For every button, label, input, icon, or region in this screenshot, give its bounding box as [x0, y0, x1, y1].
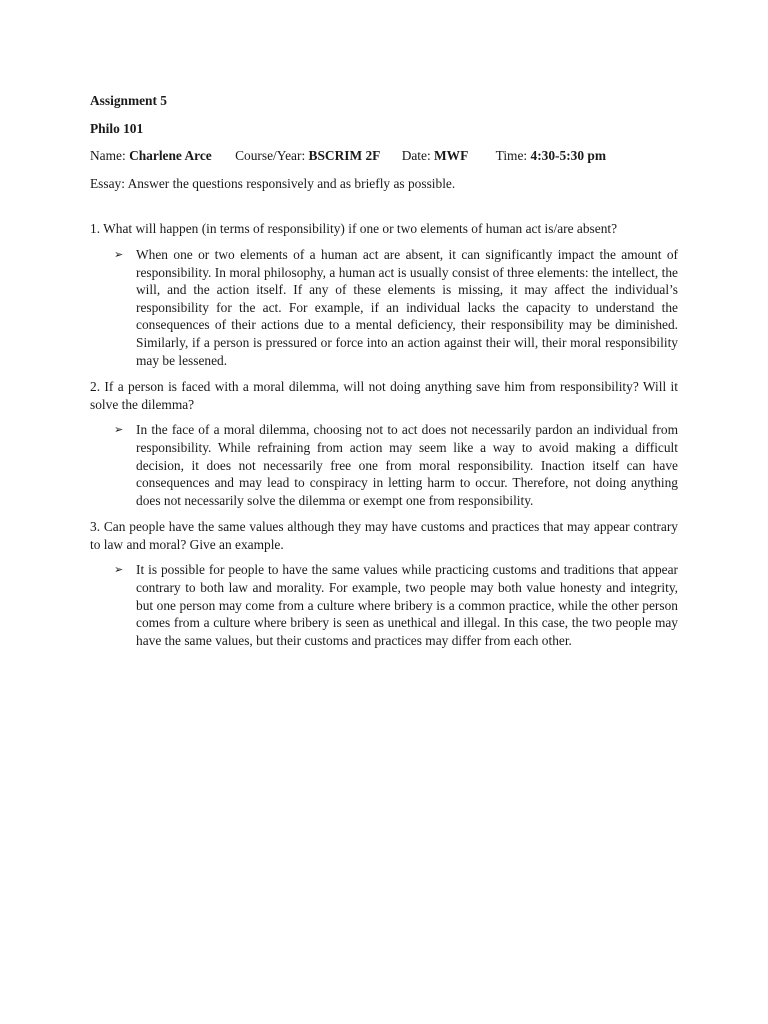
name-label: Name:	[90, 148, 126, 164]
answer-3-text: It is possible for people to have the same values while practicing customs and traditions that appear contrary to both law and morality. For example, two people may both value honesty and integrity, but one person may come from a culture where bribery is a common practice, while the other person comes from a culture where bribery is seen as unethical and illegal. In this case, the two people may have the same values, but their customs and practices may differ from each other.	[136, 562, 678, 648]
student-info-line	[90, 147, 678, 165]
qa-item-2	[90, 378, 678, 509]
time-label: Time:	[495, 148, 528, 164]
arrow-bullet-icon: ➢	[114, 563, 124, 577]
time-value: 4:30-5:30 pm	[530, 148, 606, 164]
question-3: 3. Can people have the same values although they may have customs and practices that may appear contrary to law and moral? Give an example.	[90, 519, 678, 552]
date-label: Date:	[401, 148, 431, 164]
qa-item-1	[90, 220, 678, 369]
date-value: MWF	[434, 148, 469, 164]
question-1: 1. What will happen (in terms of responsibility) if one or two elements of human act is/are absent?	[90, 221, 618, 237]
arrow-bullet-icon: ➢	[114, 247, 124, 261]
answer-2-text: In the face of a moral dilemma, choosing not to act does not necessarily pardon an individual from responsibility. While refraining from action may seem like a way to avoid making a difficult decision, it does not necessarily free one from moral responsibility. Inaction itself can have consequences and may lead to conspiracy in letting harm to occur. Therefore, not doing anything does not necessarily solve the dilemma or exempt one from responsibility.	[136, 422, 678, 508]
essay-instructions: Essay: Answer the questions responsively and as briefly as possible.	[90, 175, 456, 191]
course-label: Course/Year:	[235, 148, 306, 164]
question-2: 2. If a person is faced with a moral dilemma, will not doing anything save him from responsibility? Will it solve the dilemma?	[90, 379, 678, 412]
course-code: Philo 101	[90, 120, 144, 136]
assignment-title: Assignment 5	[90, 93, 168, 108]
arrow-bullet-icon: ➢	[114, 423, 124, 437]
answer-3	[114, 561, 678, 649]
qa-item-3	[90, 518, 678, 649]
name-value: Charlene Arce	[129, 148, 212, 164]
answer-1	[114, 246, 678, 369]
answer-2	[114, 421, 678, 509]
course-value: BSCRIM 2F	[308, 148, 381, 164]
answer-1-text: When one or two elements of a human act are absent, it can significantly impact the amount of responsibility. In moral philosophy, a human act is usually consist of three elements: the intellect, the will, and the action itself. If any of these elements is missing, it may affect the individual’s responsibility for the act. For example, if an individual lacks the capacity to understand the consequences of their actions due to a mental deficiency, their responsibility may be diminished. Similarly, if a person is pressured or force into an action against their will, their moral responsibility may be lessened.	[136, 246, 678, 368]
